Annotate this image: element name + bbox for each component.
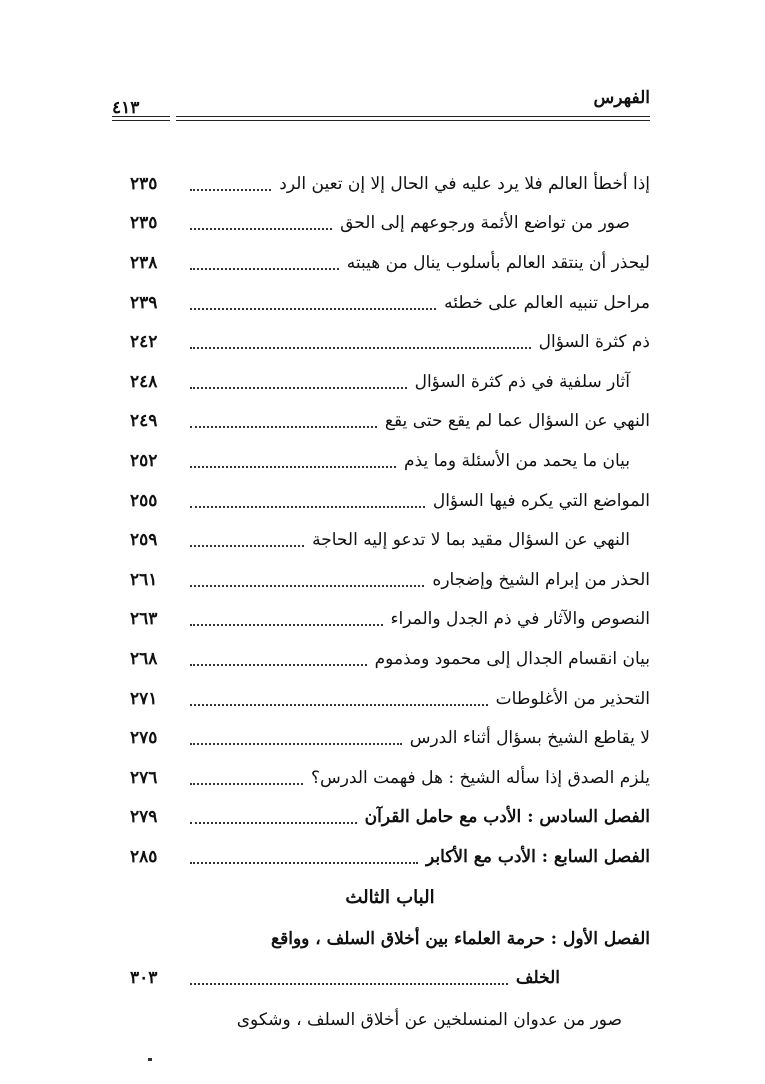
toc-chapter-entry xyxy=(130,837,650,877)
table-of-contents xyxy=(130,164,650,1042)
part-heading: الباب الثالث xyxy=(345,887,435,909)
chapter-title-line-2: الخلف xyxy=(515,968,560,989)
leader-dots xyxy=(190,862,418,864)
toc-entry-title: آثار سلفية في ذم كثرة السؤال xyxy=(414,371,630,392)
leader-dots xyxy=(190,783,303,785)
toc-entry-page: ٢٥٥ xyxy=(130,490,158,511)
toc-entry-title: ذم كثرة السؤال xyxy=(538,332,650,353)
header-title: الفهرس xyxy=(593,88,650,108)
toc-entry-page: ٢٨٥ xyxy=(130,846,158,867)
leader-dots xyxy=(190,545,304,547)
leader-dots xyxy=(190,983,508,985)
header-rule xyxy=(176,116,650,121)
page-mark xyxy=(148,1058,152,1061)
leader-dots xyxy=(190,704,488,706)
header-page-number: ٤١٣ xyxy=(112,98,140,118)
toc-entry-page: ٢٥٩ xyxy=(130,530,158,551)
toc-entry xyxy=(130,718,650,758)
leader-dots xyxy=(190,228,332,230)
toc-entry xyxy=(130,164,650,204)
leader-dots xyxy=(190,189,271,191)
leader-dots xyxy=(190,387,407,389)
toc-entry xyxy=(130,600,650,640)
leader-dots xyxy=(190,466,396,468)
chapter-title-line-1: الفصل الأول : حرمة العلماء بين أخلاق السلف ، وواقع xyxy=(271,928,650,949)
toc-entry-title: الفصل السادس : الأدب مع حامل القرآن xyxy=(364,807,650,828)
toc-entry-title: لا يقاطع الشيخ بسؤال أثناء الدرس xyxy=(409,728,650,749)
toc-entry-title: التحذير من الأغلوطات xyxy=(495,688,650,709)
toc-entry xyxy=(130,560,650,600)
toc-entry-page: ٢٤٨ xyxy=(130,371,158,392)
toc-entry-title: إذا أخطأ العالم فلا يرد عليه في الحال إلا إن تعين الرد xyxy=(279,173,650,194)
toc-entry-page: ٣٠٣ xyxy=(130,968,158,989)
leader-dots xyxy=(190,822,357,824)
toc-entry-page: ٢٤٩ xyxy=(130,411,158,432)
toc-entry-title: الفصل السابع : الأدب مع الأكابر xyxy=(426,846,650,867)
leader-dots xyxy=(190,585,424,587)
toc-entry-page: ٢٧١ xyxy=(130,688,158,709)
toc-entry-title: النصوص والآثار في ذم الجدل والمراء xyxy=(390,609,650,630)
toc-entry xyxy=(130,243,650,283)
toc-chapter-entry xyxy=(130,959,650,999)
toc-entry-page: ٢٦٣ xyxy=(130,609,158,630)
toc-chapter-entry xyxy=(130,798,650,838)
toc-entry-page: ٢٣٥ xyxy=(130,173,158,194)
toc-entry-title: صور من تواضع الأئمة ورجوعهم إلى الحق xyxy=(340,213,630,234)
toc-entry-page: ٢٣٨ xyxy=(130,252,158,273)
toc-entry xyxy=(130,758,650,798)
toc-entry-title: يلزم الصدق إذا سأله الشيخ : هل فهمت الدرس؟ xyxy=(310,767,650,788)
toc-entry-page: ٢٥٢ xyxy=(130,450,158,471)
toc-entry-page: ٢٣٥ xyxy=(130,213,158,234)
toc-entry-page: ٢٧٦ xyxy=(130,767,158,788)
page-header xyxy=(112,86,650,126)
toc-entry xyxy=(130,520,650,560)
leader-dots xyxy=(190,308,436,310)
toc-entry-title: ليحذر أن ينتقد العالم بأسلوب ينال من هيبته xyxy=(346,252,650,273)
toc-entry xyxy=(130,283,650,323)
toc-entry-page: ٢٦١ xyxy=(130,569,158,590)
toc-entry xyxy=(130,402,650,442)
toc-entry-title: النهي عن السؤال مقيد بما لا تدعو إليه الحاجة xyxy=(312,530,630,551)
leader-dots xyxy=(190,268,339,270)
toc-entry xyxy=(130,322,650,362)
toc-entry xyxy=(130,481,650,521)
toc-entry-title: النهي عن السؤال عما لم يقع حتى يقع xyxy=(384,411,650,432)
toc-entry xyxy=(130,679,650,719)
toc-entry-title: بيان انقسام الجدال إلى محمود ومذموم xyxy=(374,648,650,669)
toc-entry-page: ٢٤٢ xyxy=(130,332,158,353)
leader-dots xyxy=(190,743,402,745)
leader-dots xyxy=(190,664,367,666)
leader-dots xyxy=(190,506,425,508)
toc-entry-page: ٢٧٥ xyxy=(130,728,158,749)
toc-entry-title: مراحل تنبيه العالم على خطئه xyxy=(444,292,650,313)
toc-entry xyxy=(130,639,650,679)
toc-entry-title: الحذر من إبرام الشيخ وإضجاره xyxy=(432,569,650,590)
toc-entry xyxy=(130,362,650,402)
toc-entry-page: ٢٧٩ xyxy=(130,807,158,828)
leader-dots xyxy=(190,347,531,349)
toc-entry-title: المواضع التي يكره فيها السؤال xyxy=(432,490,650,511)
toc-entry-continued: صور من عدوان المنسلخين عن أخلاق السلف ، وشكوى xyxy=(236,1010,622,1031)
header-rule-short xyxy=(112,116,170,121)
leader-dots xyxy=(190,624,383,626)
toc-entry xyxy=(130,441,650,481)
toc-entry-title: بيان ما يحمد من الأسئلة وما يذم xyxy=(404,450,630,471)
toc-entry-page: ٢٦٨ xyxy=(130,648,158,669)
toc-entry-page: ٢٣٩ xyxy=(130,292,158,313)
leader-dots xyxy=(190,426,377,428)
toc-entry xyxy=(130,204,650,244)
